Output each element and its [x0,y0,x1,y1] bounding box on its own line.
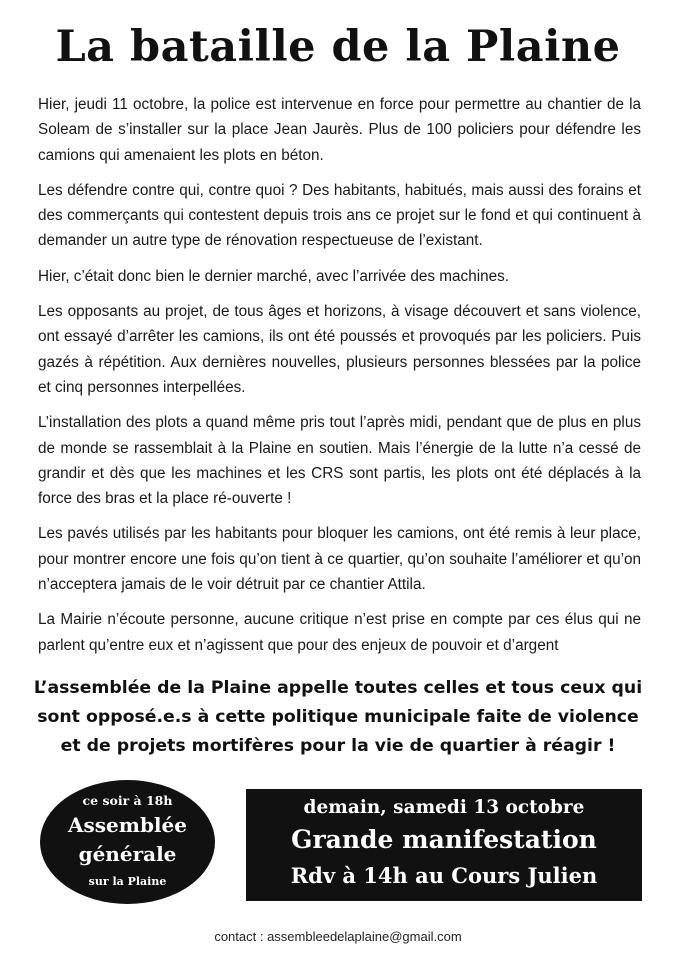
demonstration-headline: Grande manifestation [291,825,597,854]
paragraph: L’installation des plots a quand même pris tout l’après midi, pendant que de plus en plus de monde se rassemblait à la Plaine en soutien. Mais l’énergie de la lutte n’a cessé de grandir et dès que les machines et les CRS sont partis, les plots ont été déplacés à la force des bras et la place ré-ouverte ! [38,414,641,508]
paragraph: Hier, jeudi 11 octobre, la police est intervenue en force pour permettre au chantier de la Soleam de s’installer sur la place Jean Jaurès. Plus de 100 policiers pour défendre les camions qui amenaient les plots en béton. [38,96,641,164]
paragraph: La Mairie n’écoute personne, aucune critique n’est prise en compte par ces élus qui ne parlent qu’entre eux et n’agissent que pour des enjeux de pouvoir et d’argent [38,611,641,654]
paragraph: Les défendre contre qui, contre quoi ? Des habitants, habitués, mais aussi des forains et des commerçants qui contestent depuis trois ans ce projet sur le fond et qui continuent à demander un autre type de rénovation respectueuse de l’existant. [38,181,641,250]
demonstration-date: demain, samedi 13 octobre [303,797,585,818]
paragraph: Hier, c’était donc bien le dernier marché, avec l’arrivée des machines. [38,267,510,285]
article-body [38,92,641,668]
demonstration-banner [246,789,642,901]
assembly-title-line1: Assemblée [68,813,187,837]
paragraph: Les pavés utilisés par les habitants pour bloquer les camions, ont été remis à leur place, pour montrer encore une fois qu’on tient à ce quartier, qu’on souhaite l’améliorer et qu’on n’acceptera jamais de le voir détruit par ce chantier Attila. [38,525,641,594]
demonstration-meeting-point: Rdv à 14h au Cours Julien [290,863,598,888]
contact-line: contact : assembleedelaplaine@gmail.com [214,929,462,944]
call-to-action: L’assemblée de la Plaine appelle toutes celles et tous ceux qui sont opposé.e.s à cette politique municipale faite de violence et de projets mortifères pour la vie de quartier à réagir ! [33,678,643,756]
paragraph: Les opposants au projet, de tous âges et horizons, à visage découvert et sans violence, ont essayé d’arrêter les camions, ils ont été poussés et provoqués par les policiers. Puis gazés à répétition. Aux dernières nouvelles, plusieurs personnes blessées par la police et cinq personnes interpellées. [38,303,641,396]
assembly-badge [40,780,215,904]
assembly-time: ce soir à 18h [82,793,173,808]
assembly-place: sur la Plaine [88,875,167,888]
assembly-title-line2: générale [78,842,177,866]
flyer-title: La bataille de la Plaine [55,22,621,72]
